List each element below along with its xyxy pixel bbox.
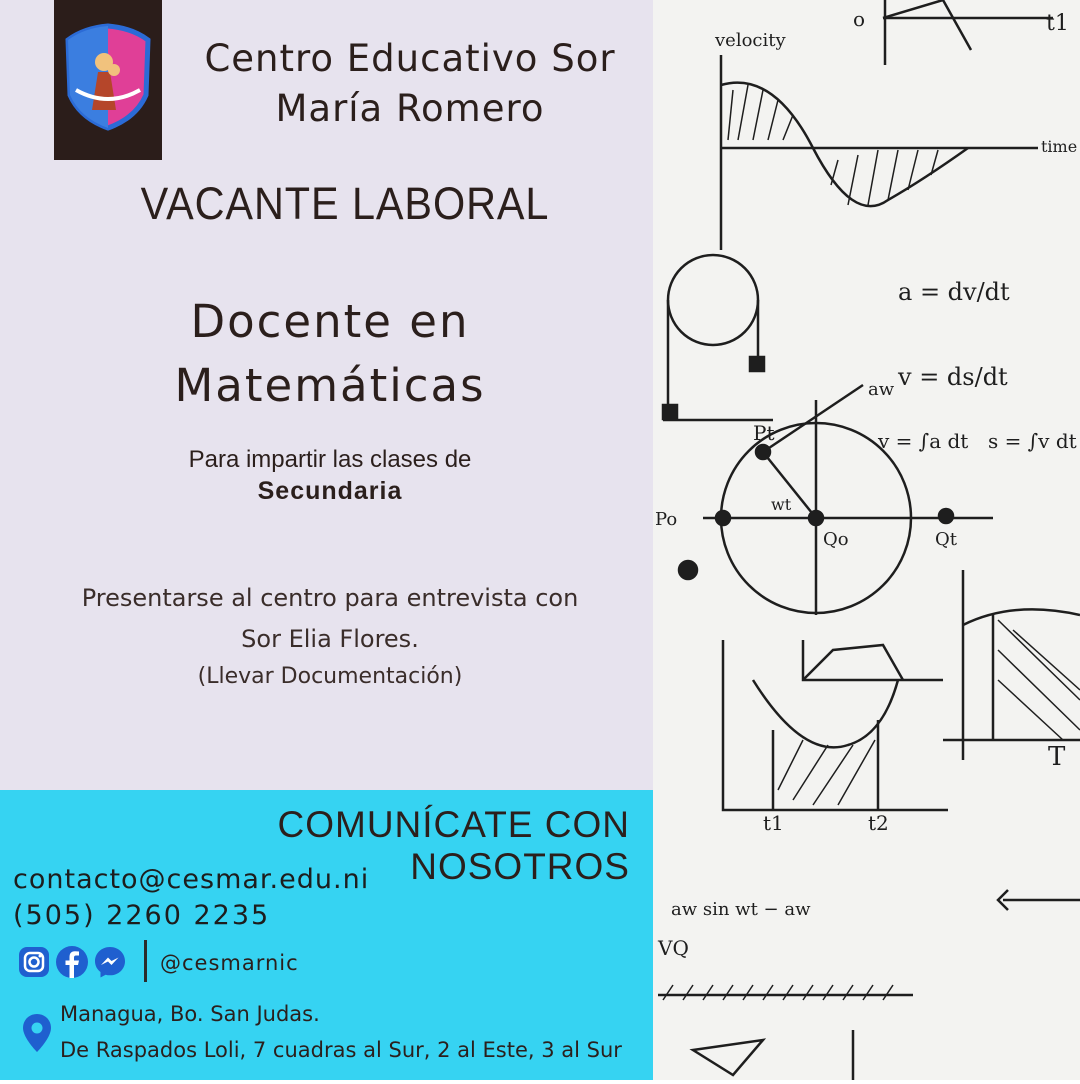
info-panel: [0, 0, 653, 790]
wb-label-vint: v = ∫a dt: [878, 429, 969, 453]
svg-text:o: o: [853, 7, 866, 31]
subtitle-line1: Para impartir las clases de: [188, 446, 472, 473]
address-line1: Managua, Bo. San Judas.: [60, 1002, 320, 1026]
school-logo: [54, 0, 162, 160]
position-line2: Matemáticas: [174, 359, 486, 412]
headline: VACANTE LABORAL: [140, 178, 550, 229]
school-name-line1: Centro Educativo Sor: [204, 37, 616, 80]
address: [60, 996, 622, 1068]
wb-label-pt: Pt: [753, 421, 775, 445]
interview-line1: Presentarse al centro para entrevista con: [81, 584, 579, 612]
wb-label-aw: aw: [868, 379, 895, 400]
location-pin-icon: [20, 1012, 54, 1054]
social-divider: [144, 940, 147, 982]
contact-panel: [0, 790, 653, 1080]
wb-label-t: t1: [1046, 11, 1069, 36]
wb-label-T: T: [1048, 742, 1066, 772]
wb-label-vq: VQ: [658, 936, 689, 960]
address-line2: De Raspados Loli, 7 cuadras al Sur, 2 al Este, 3 al Sur: [60, 1038, 622, 1062]
contact-phone[interactable]: (505) 2260 2235: [13, 900, 271, 931]
wb-label-po: Po: [655, 509, 678, 530]
contact-title: COMUNÍCATE CON NOSOTROS: [277, 804, 630, 887]
messenger-icon[interactable]: [93, 945, 127, 979]
subtitle-level: Secundaria: [257, 477, 403, 505]
wb-label-time: time: [1041, 137, 1078, 156]
contact-email[interactable]: contacto@cesmar.edu.ni: [13, 864, 370, 895]
wb-label-velocity-eq: v = ds/dt: [898, 363, 1008, 391]
social-handle[interactable]: @cesmarnic: [160, 951, 299, 975]
wb-label-t2: t2: [868, 811, 889, 835]
whiteboard-image: [653, 0, 1080, 1080]
school-name-line2: María Romero: [275, 87, 545, 130]
wb-label-velocity: velocity: [715, 30, 786, 51]
wb-label-qo: Qo: [823, 529, 849, 550]
facebook-icon[interactable]: [55, 945, 89, 979]
interview-info: [30, 578, 630, 694]
instagram-icon[interactable]: [17, 945, 51, 979]
wb-label-qt: Qt: [935, 529, 957, 550]
interview-line2: Sor Elia Flores.: [241, 625, 419, 653]
social-icons: [17, 945, 127, 979]
wb-label-wt: wt: [771, 495, 792, 514]
school-name: [200, 34, 620, 134]
wb-label-accel: a = dv/dt: [898, 278, 1010, 306]
interview-line3: (Llevar Documentación): [197, 664, 463, 689]
wb-label-sint: s = ∫v dt: [988, 429, 1077, 453]
wb-label-sinwt: aw sin wt − aw: [671, 899, 811, 920]
position-title: [30, 290, 630, 418]
wb-label-t1: t1: [763, 811, 784, 835]
position-line1: Docente en: [190, 295, 470, 348]
